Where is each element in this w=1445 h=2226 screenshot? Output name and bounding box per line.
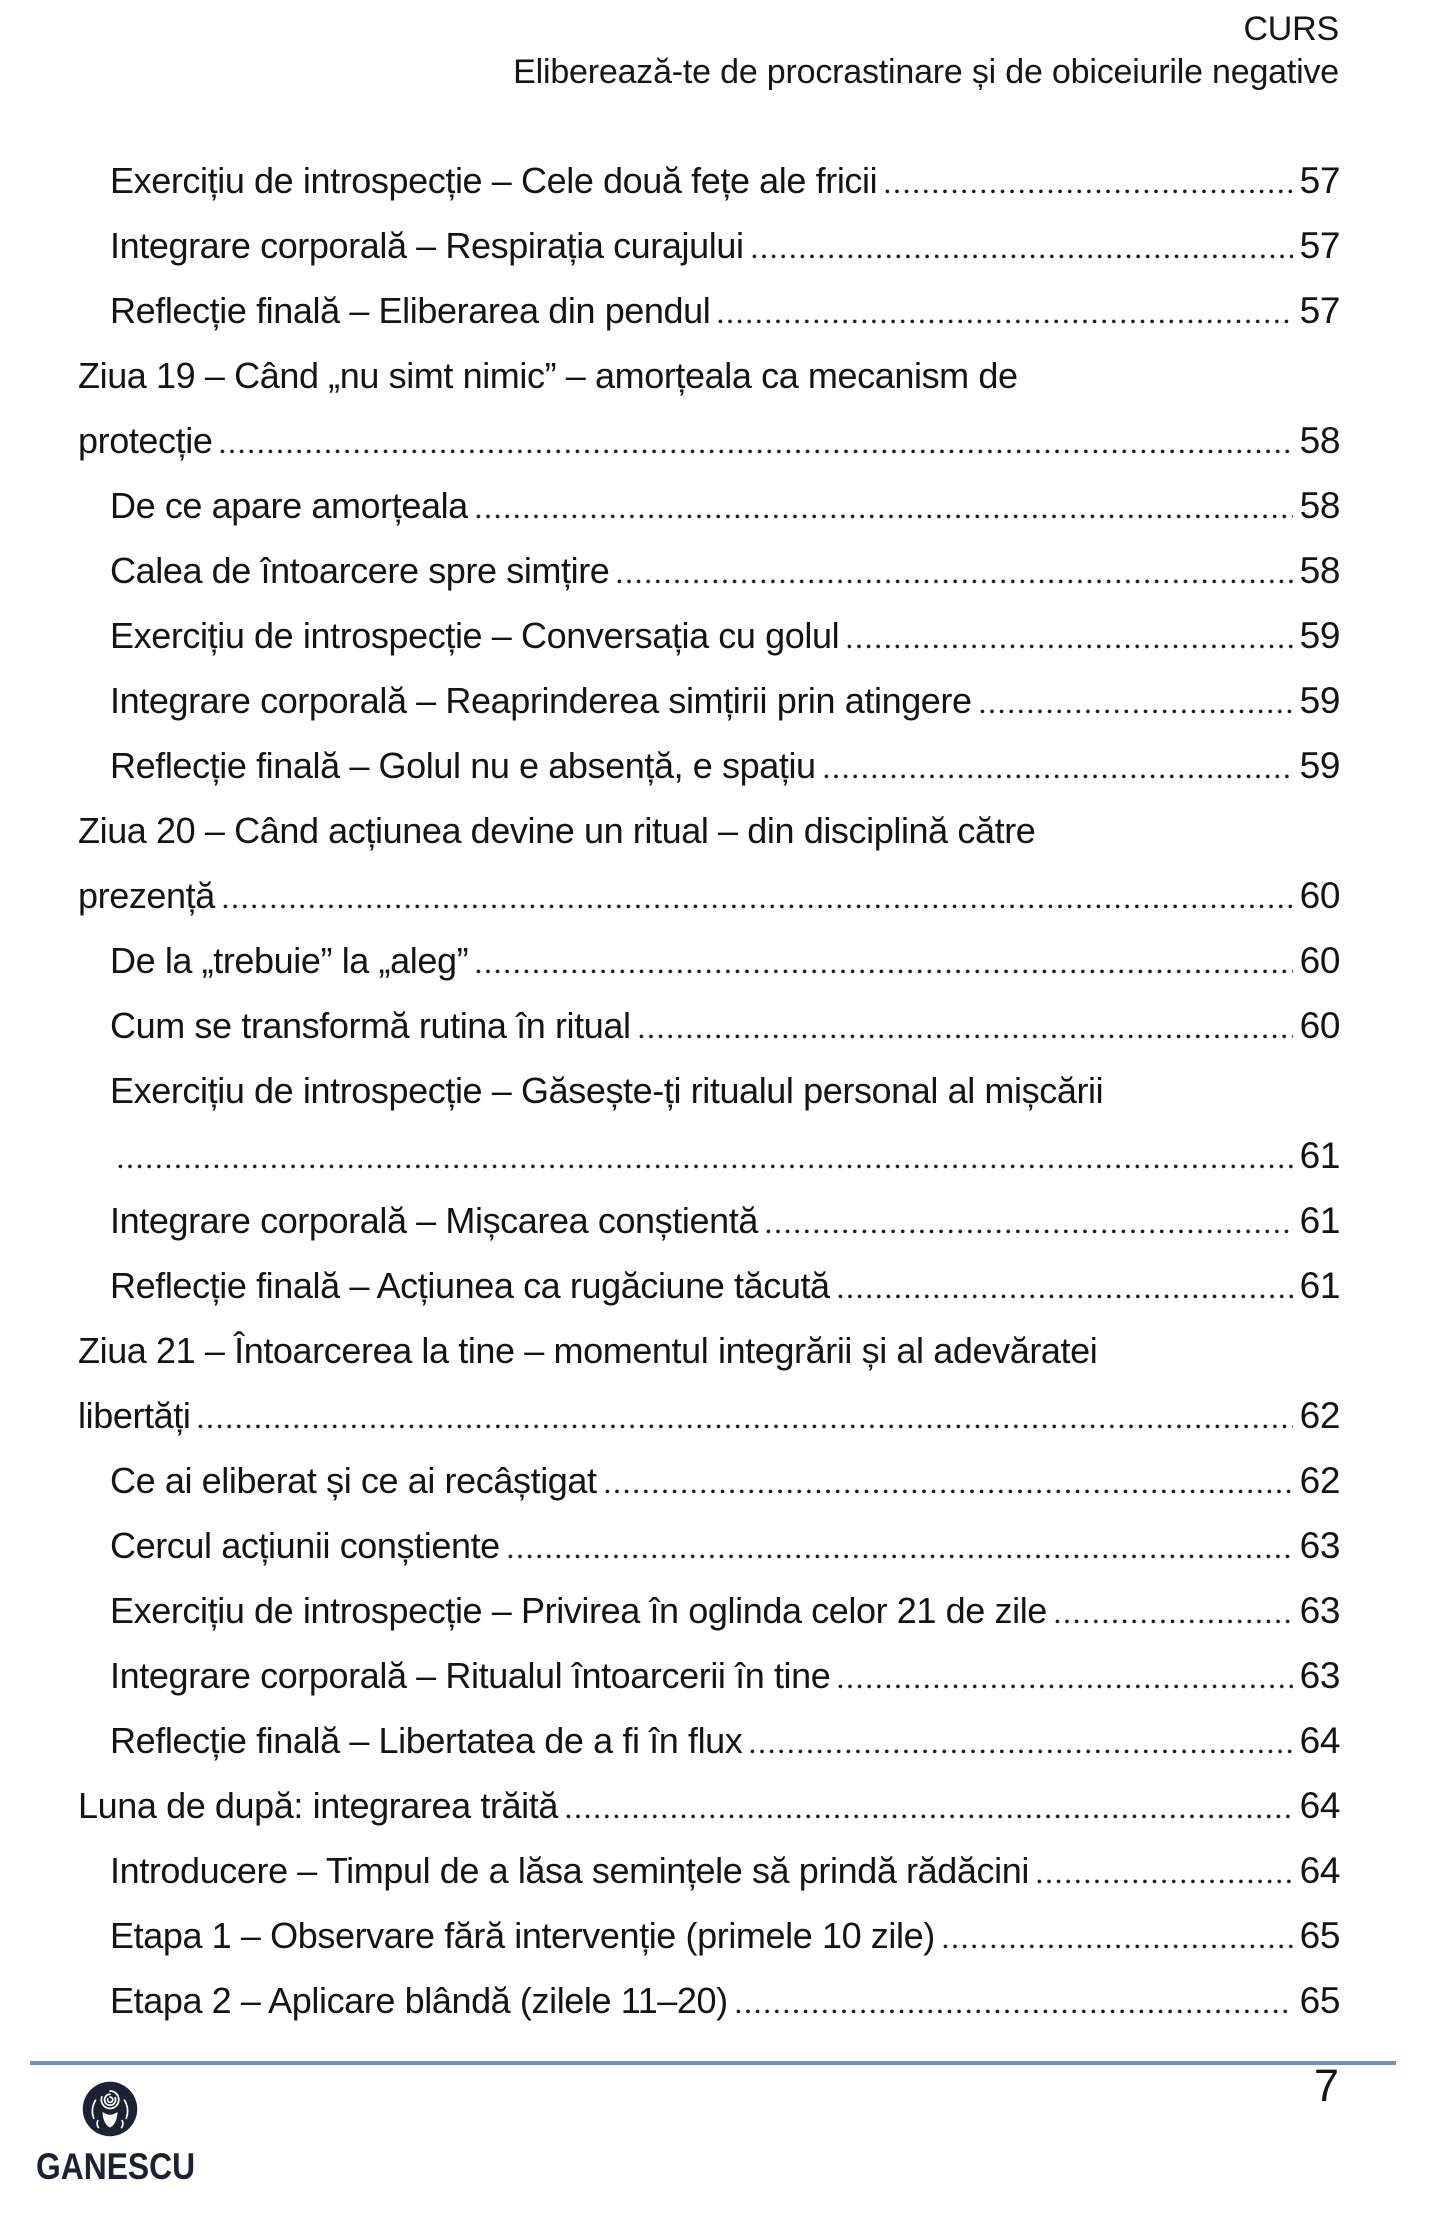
toc-entry-text: Exercițiu de introspecție – Privirea în oglinda celor 21 de zile	[110, 1590, 1047, 1631]
toc-page-number: 62	[1299, 1395, 1340, 1436]
toc-page-number: 57	[1299, 290, 1340, 331]
dotted-leader	[639, 1034, 1293, 1039]
toc-entry-text: Exercițiu de introspecție – Conversația cu golul	[110, 615, 840, 656]
dotted-leader	[476, 514, 1293, 519]
toc-entry-text: prezență	[78, 875, 215, 916]
toc-page-number: 61	[1299, 1265, 1340, 1306]
toc-entry[interactable]	[78, 797, 1340, 862]
two-faces-spiral-icon	[81, 2080, 139, 2138]
brand-name: GANESCU	[36, 2146, 196, 2187]
toc-entry-text: Luna de după: integrarea trăită	[78, 1785, 558, 1826]
toc-page-number: 63	[1299, 1655, 1340, 1696]
toc-page-number: 60	[1299, 1005, 1340, 1046]
dotted-leader	[885, 189, 1292, 194]
toc-entry[interactable]	[78, 1317, 1340, 1382]
toc-entry[interactable]	[78, 1252, 1340, 1317]
toc-entry-text: Etapa 2 – Aplicare blândă (zilele 11–20)	[110, 1980, 728, 2021]
document-title: Eliberează-te de procrastinare și de obiceiurile negative	[513, 53, 1339, 91]
dotted-leader	[566, 1814, 1293, 1819]
toc-entry[interactable]	[78, 927, 1340, 992]
toc-entry-text: De ce apare amorțeala	[110, 485, 468, 526]
dotted-leader	[220, 449, 1292, 454]
toc-entry-text: Ce ai eliberat și ce ai recâștigat	[110, 1460, 597, 1501]
toc-entry[interactable]	[78, 1707, 1340, 1772]
toc-page-number: 64	[1299, 1720, 1340, 1761]
toc-entry[interactable]	[78, 342, 1340, 407]
toc-page-number: 58	[1299, 550, 1340, 591]
toc-entry[interactable]	[78, 1642, 1340, 1707]
toc-entry[interactable]	[78, 1967, 1340, 2032]
toc-entry[interactable]	[78, 1187, 1340, 1252]
toc-entry[interactable]	[78, 277, 1340, 342]
dotted-leader	[605, 1489, 1293, 1494]
dotted-leader	[223, 904, 1293, 909]
toc-entry-text: Ziua 20 – Când acțiunea devine un ritual – din disciplină către	[78, 810, 1036, 851]
dotted-leader	[118, 1164, 1293, 1169]
toc-entry-text: Integrare corporală – Reaprinderea simțirii prin atingere	[110, 680, 972, 721]
toc-entry[interactable]	[78, 1577, 1340, 1642]
toc-entry[interactable]	[78, 1902, 1340, 1967]
toc-entry-text: libertăți	[78, 1395, 191, 1436]
dotted-leader	[824, 774, 1293, 779]
toc-entry-text: Reflecție finală – Golul nu e absență, e spațiu	[110, 745, 816, 786]
toc-page-number: 59	[1299, 680, 1340, 721]
toc-entry-text: Exercițiu de introspecție – Găsește-ți ritualul personal al mișcării	[110, 1070, 1104, 1111]
toc-entry[interactable]	[78, 602, 1340, 667]
toc-entry[interactable]	[78, 1772, 1340, 1837]
toc-page-number: 57	[1299, 160, 1340, 201]
toc-entry-text: Etapa 1 – Observare fără intervenție (primele 10 zile)	[110, 1915, 935, 1956]
toc-entry[interactable]	[78, 1837, 1340, 1902]
footer-divider	[30, 2061, 1396, 2065]
toc-entry[interactable]	[78, 1512, 1340, 1577]
dotted-leader	[508, 1554, 1293, 1559]
toc-entry-text: Calea de întoarcere spre simțire	[110, 550, 610, 591]
toc-page-number: 65	[1299, 1980, 1340, 2021]
dotted-leader	[198, 1424, 1292, 1429]
toc-entry[interactable]	[78, 732, 1340, 797]
toc-entry-text: Cum se transformă rutina în ritual	[110, 1005, 631, 1046]
dotted-leader	[980, 709, 1293, 714]
dotted-leader	[847, 644, 1292, 649]
toc-entry-text: Ziua 19 – Când „nu simt nimic” – amorțeala ca mecanism de	[78, 355, 1018, 396]
dotted-leader	[752, 254, 1293, 259]
toc-entry-text: Ziua 21 – Întoarcerea la tine – momentul integrării și al adevăratei	[78, 1330, 1098, 1371]
dotted-leader	[736, 2009, 1293, 2014]
toc-entry[interactable]	[78, 862, 1340, 927]
toc-entry-text: Exercițiu de introspecție – Cele două fețe ale fricii	[110, 160, 878, 201]
toc-page-number: 62	[1299, 1460, 1340, 1501]
dotted-leader	[750, 1749, 1292, 1754]
toc-entry-text: De la „trebuie” la „aleg”	[110, 940, 469, 981]
toc-entry[interactable]	[78, 472, 1340, 537]
toc-entry[interactable]	[78, 537, 1340, 602]
toc-entry-text: Reflecție finală – Acțiunea ca rugăciune tăcută	[110, 1265, 830, 1306]
toc-entry[interactable]	[78, 1057, 1340, 1122]
toc-entry-text: Reflecție finală – Libertatea de a fi în flux	[110, 1720, 743, 1761]
dotted-leader	[943, 1944, 1293, 1949]
toc-page-number: 64	[1299, 1785, 1340, 1826]
dotted-leader	[617, 579, 1292, 584]
toc-page-number: 63	[1299, 1525, 1340, 1566]
toc-page-number: 61	[1299, 1135, 1340, 1176]
page-number: 7	[1313, 2060, 1339, 2111]
toc-entry[interactable]	[78, 212, 1340, 277]
toc-entry[interactable]	[78, 147, 1340, 212]
toc-page-number: 64	[1299, 1850, 1340, 1891]
toc-entry[interactable]	[78, 1122, 1340, 1187]
dotted-leader	[838, 1294, 1293, 1299]
toc-entry[interactable]	[78, 1382, 1340, 1447]
toc-entry-text: protecție	[78, 420, 213, 461]
toc-page-number: 58	[1299, 420, 1340, 461]
toc-page-number: 60	[1299, 940, 1340, 981]
page-header	[0, 8, 1339, 94]
dotted-leader	[718, 319, 1292, 324]
toc-entry[interactable]	[78, 992, 1340, 1057]
dotted-leader	[1055, 1619, 1293, 1624]
dotted-leader	[476, 969, 1292, 974]
course-kicker: CURS	[1243, 10, 1339, 48]
toc-entry-text: Cercul acțiunii conștiente	[110, 1525, 500, 1566]
toc-entry-text: Integrare corporală – Ritualul întoarcerii în tine	[110, 1655, 831, 1696]
toc-page-number: 60	[1299, 875, 1340, 916]
toc-page-number: 59	[1299, 615, 1340, 656]
dotted-leader	[1037, 1879, 1293, 1884]
toc-entry[interactable]	[78, 1447, 1340, 1512]
toc-entry-text: Introducere – Timpul de a lăsa semințele să prindă rădăcini	[110, 1850, 1029, 1891]
toc-page-number: 61	[1299, 1200, 1340, 1241]
toc-page-number: 63	[1299, 1590, 1340, 1631]
toc-entry-text: Integrare corporală – Respirația curajului	[110, 225, 744, 266]
toc-page-number: 57	[1299, 225, 1340, 266]
dotted-leader	[838, 1684, 1292, 1689]
toc-page-number: 58	[1299, 485, 1340, 526]
toc-entry[interactable]	[78, 407, 1340, 472]
table-of-contents	[78, 147, 1340, 2032]
toc-page-number: 59	[1299, 745, 1340, 786]
toc-entry[interactable]	[78, 667, 1340, 732]
toc-page-number: 65	[1299, 1915, 1340, 1956]
toc-entry-text: Integrare corporală – Mișcarea conștientă	[110, 1200, 758, 1241]
dotted-leader	[766, 1229, 1293, 1234]
toc-entry-text: Reflecție finală – Eliberarea din pendul	[110, 290, 711, 331]
